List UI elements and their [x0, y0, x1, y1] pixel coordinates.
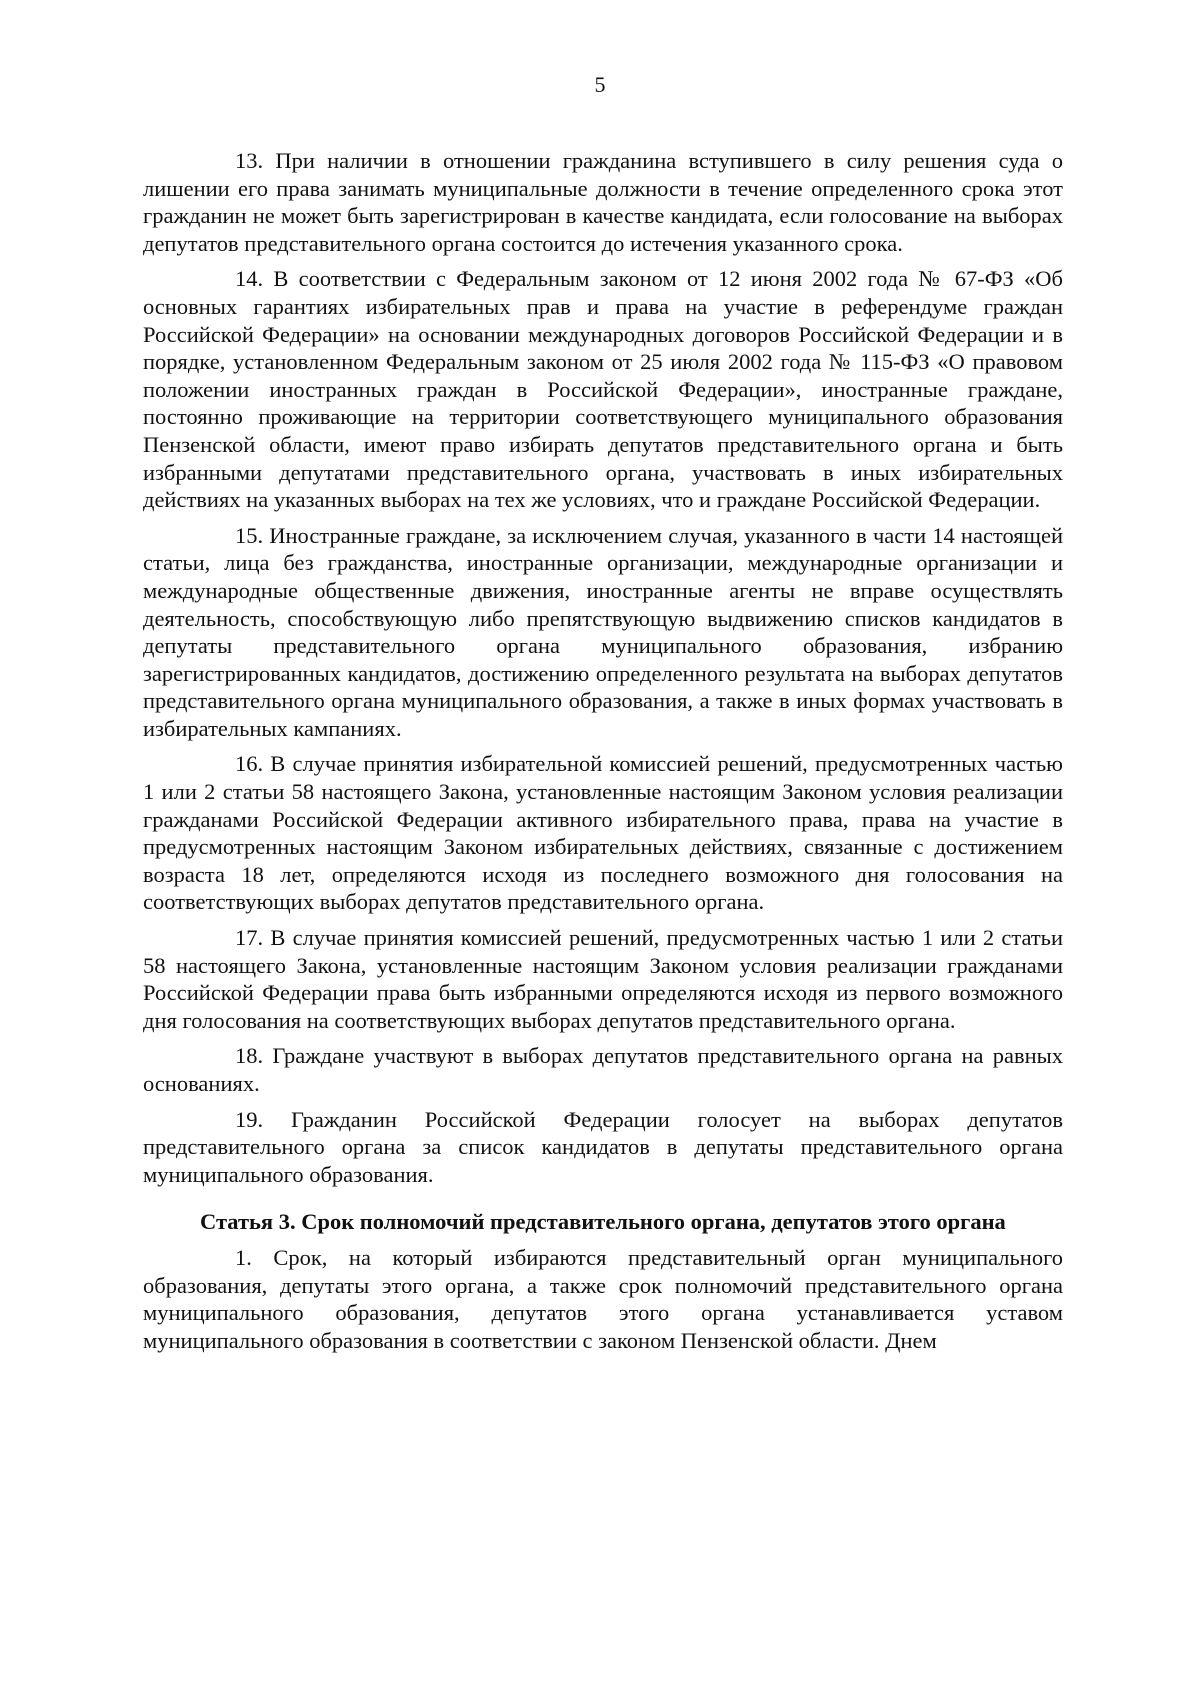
article-3-heading: Статья 3. Срок полномочий представительного органа, депутатов этого органа	[200, 1209, 1006, 1235]
paragraph-16: 16. В случае принятия избирательной комиссией решений, предусмотренных частью 1 или 2 статьи 58 настоящего Закона, установленные настоящим Законом условия реализации гражданами Российской Федерации активного избирательного права, права на участие в предусмотренных настоящим Законом избирательных действиях, связанные с достижением возраста 18 лет, определяются исходя из последнего возможного дня голосования на соответствующих выборах депутатов представительного органа.	[143, 751, 1063, 915]
page-number: 5	[594, 72, 606, 97]
paragraph-14: 14. В соответствии с Федеральным законом от 12 июня 2002 года № 67-ФЗ «Об основных гарантиях избирательных прав и права на участие в референдуме граждан Российской Федерации» на основании международных договоров Российской Федерации и в порядке, установленном Федеральным законом от 25 июля 2002 года № 115-ФЗ «О правовом положении иностранных граждан в Российской Федерации», иностранные граждане, постоянно проживающие на территории соответствующего муниципального образования Пензенской области, имеют право избирать депутатов представительного органа и быть избранными депутатами представительного органа, участвовать в иных избирательных действиях на указанных выборах на тех же условиях, что и граждане Российской Федерации.	[143, 266, 1063, 513]
paragraph-13: 13. При наличии в отношении гражданина вступившего в силу решения суда о лишении его права занимать муниципальные должности в течение определенного срока этот гражданин не может быть зарегистрирован в качестве кандидата, если голосование на выборах депутатов представительного органа состоится до истечения указанного срока.	[143, 148, 1063, 256]
document-body	[143, 147, 1063, 1362]
paragraph-18: 18. Граждане участвуют в выборах депутатов представительного органа на равных основаниях.	[143, 1043, 1063, 1096]
paragraph-19: 19. Гражданин Российской Федерации голосует на выборах депутатов представительного органа за список кандидатов в депутаты представительного органа муниципального образования.	[143, 1106, 1063, 1187]
article-3-paragraph-1: 1. Срок, на который избираются представительный орган муниципального образования, депутаты этого органа, а также срок полномочий представительного органа муниципального образования, депутатов этого органа устанавливается уставом муниципального образования в соответствии с законом Пензенской области. Днем	[143, 1244, 1063, 1353]
paragraph-15: 15. Иностранные граждане, за исключением случая, указанного в части 14 настоящей статьи, лица без гражданства, иностранные организации, международные организации и международные общественные движения, иностранные агенты не вправе осуществлять деятельность, способствующую либо препятствующую выдвижению списков кандидатов в депутаты представительного органа муниципального образования, избранию зарегистрированных кандидатов, достижению определенного результата на выборах депутатов представительного органа муниципального образования, а также в иных формах участвовать в избирательных кампаниях.	[143, 522, 1063, 741]
paragraph-17: 17. В случае принятия комиссией решений, предусмотренных частью 1 или 2 статьи 58 настоящего Закона, установленные настоящим Законом условия реализации гражданами Российской Федерации права быть избранными определяются исходя из первого возможного дня голосования на соответствующих выборах депутатов представительного органа.	[143, 925, 1063, 1033]
